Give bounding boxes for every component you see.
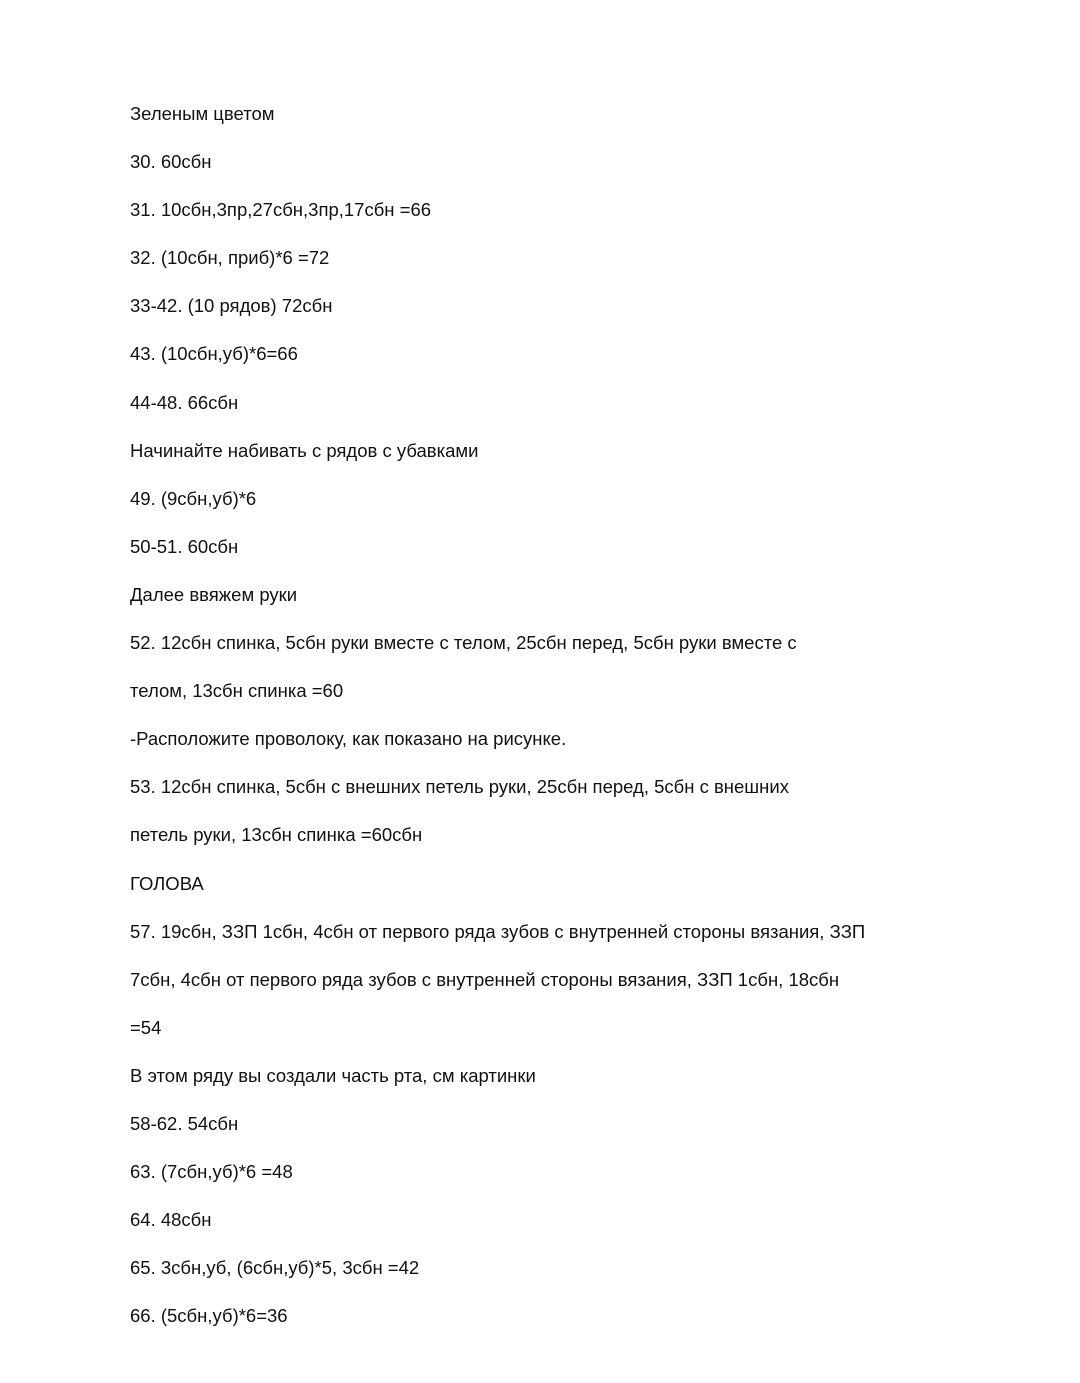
pattern-row: 50-51. 60сбн <box>130 535 239 557</box>
pattern-row-continuation: телом, 13сбн спинка =60 <box>130 680 344 702</box>
instruction-note: -Расположите проволоку, как показано на рисунке. <box>130 728 567 750</box>
pattern-row: 33-42. (10 рядов) 72сбн <box>130 295 333 317</box>
pattern-row: 31. 10сбн,3пр,27сбн,3пр,17сбн =66 <box>130 199 432 221</box>
instruction-note: Начинайте набивать с рядов с убавками <box>130 439 479 461</box>
pattern-row: 64. 48сбн <box>130 1209 212 1231</box>
pattern-row: 30. 60сбн <box>130 151 212 173</box>
pattern-row: 57. 19сбн, ЗЗП 1сбн, 4сбн от первого ряда зубов с внутренней стороны вязания, ЗЗП <box>130 920 866 942</box>
instruction-note: В этом ряду вы создали часть рта, см картинки <box>130 1064 536 1086</box>
instruction-note: Далее ввяжем руки <box>130 583 298 605</box>
section-heading: Зеленым цветом <box>130 103 275 124</box>
pattern-row: 32. (10сбн, приб)*6 =72 <box>130 247 330 269</box>
pattern-row: 43. (10сбн,уб)*6=66 <box>130 343 298 365</box>
document-body <box>130 90 950 1340</box>
pattern-row: 44-48. 66сбн <box>130 391 239 413</box>
pattern-row-continuation: 7сбн, 4сбн от первого ряда зубов с внутренней стороны вязания, ЗЗП 1сбн, 18сбн <box>130 968 840 990</box>
pattern-row: 49. (9сбн,уб)*6 <box>130 487 257 509</box>
pattern-row-continuation: =54 <box>130 1016 162 1038</box>
section-heading: ГОЛОВА <box>130 872 204 894</box>
pattern-row: 53. 12сбн спинка, 5сбн с внешних петель руки, 25сбн перед, 5сбн с внешних <box>130 776 789 798</box>
pattern-row: 65. 3сбн,уб, (6сбн,уб)*5, 3сбн =42 <box>130 1257 420 1279</box>
pattern-row: 58-62. 54сбн <box>130 1112 239 1134</box>
pattern-row: 63. (7сбн,уб)*6 =48 <box>130 1161 293 1183</box>
pattern-row: 52. 12сбн спинка, 5сбн руки вместе с телом, 25сбн перед, 5сбн руки вместе с <box>130 632 797 654</box>
pattern-row-continuation: петель руки, 13сбн спинка =60сбн <box>130 824 423 846</box>
pattern-row: 66. (5сбн,уб)*6=36 <box>130 1305 288 1327</box>
